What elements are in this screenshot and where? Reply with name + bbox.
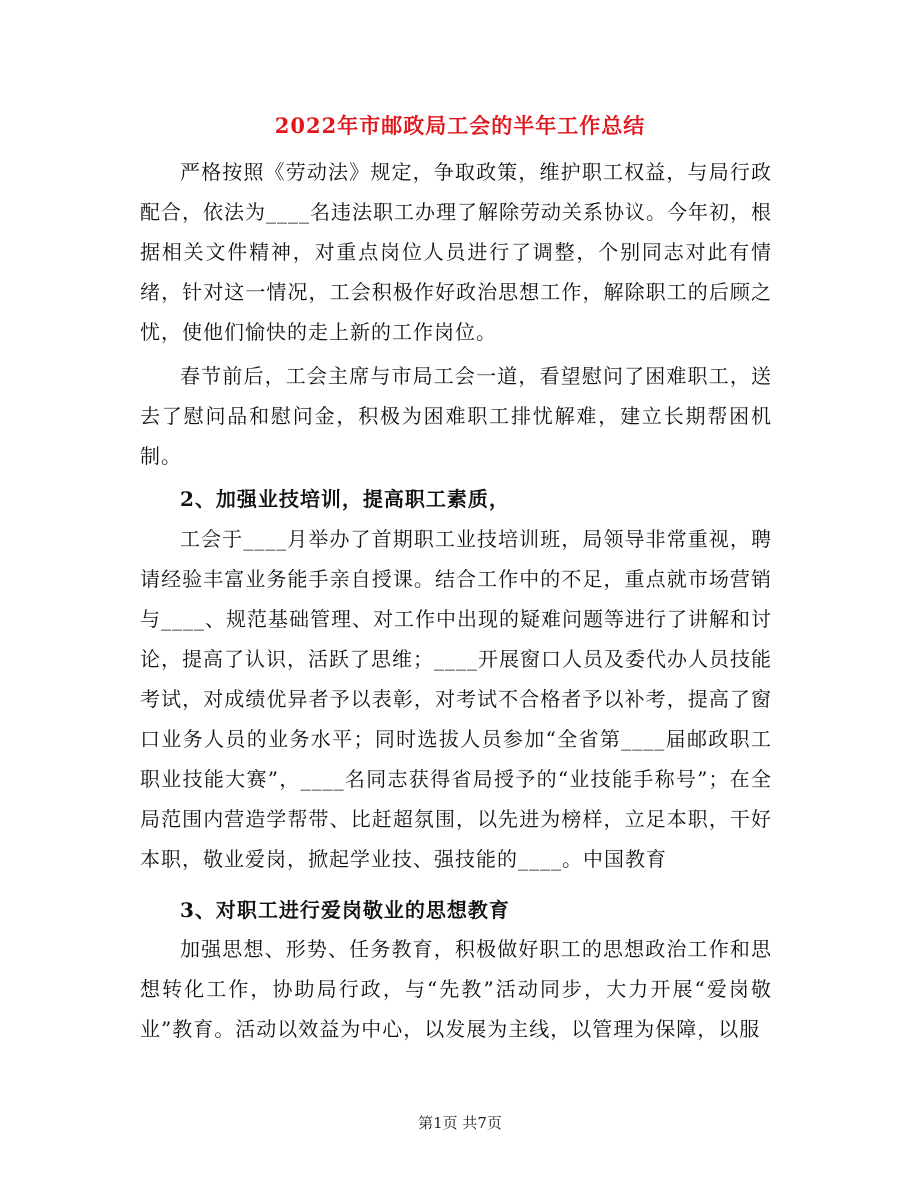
document-title: 2022年市邮政局工会的半年工作总结 bbox=[274, 113, 646, 138]
section-heading-training: 2、加强业技培训，提高职工素质， bbox=[180, 487, 510, 511]
section-heading-education: 3、对职工进行爱岗敬业的思想教育 bbox=[180, 898, 510, 922]
paragraph-education: 加强思想、形势、任务教育，积极做好职工的思想政治工作和思想转化工作，协助局行政，与“先教”活动同步，大力开展“爱岗敬业”教育。活动以效益为中心，以发展为主线，以管理为保障，以服 bbox=[140, 937, 772, 1041]
paragraph-spring-festival: 春节前后，工会主席与市局工会一道，看望慰问了困难职工，送去了慰问品和慰问金，积极为困难职工排忧解难，建立长期帮困机制。 bbox=[140, 364, 772, 468]
paragraph-training: 工会于____月举办了首期职工业技培训班，局领导非常重视，聘请经验丰富业务能手亲自授课。结合工作中的不足，重点就市场营销与____、规范基础管理、对工作中出现的疑难问题等进行了讲解和讨论，提高了认识，活跃了思维；____开展窗口人员及委代办人员技能考试，对成绩优异者予以表彰，对考试不合格者予以补考，提高了窗口业务人员的业务水平；同时选拔人员参加“全省第____届邮政职工职业技能大赛”，____名同志获得省局授予的“业技能手称号”；在全局范围内营造学帮带、比赶超氛围，以先进为榜样，立足本职，干好本职，敬业爱岗，掀起学业技、强技能的____。中国教育 bbox=[140, 527, 772, 871]
page-number-footer: 第1页 共7页 bbox=[418, 1114, 502, 1132]
paragraph-labor-law: 严格按照《劳动法》规定，争取政策，维护职工权益，与局行政配合，依法为____名违法职工办理了解除劳动关系协议。今年初，根据相关文件精神，对重点岗位人员进行了调整，个别同志对此有情绪，针对这一情况，工会积极作好政治思想工作，解除职工的后顾之忧，使他们愉快的走上新的工作岗位。 bbox=[140, 160, 772, 344]
